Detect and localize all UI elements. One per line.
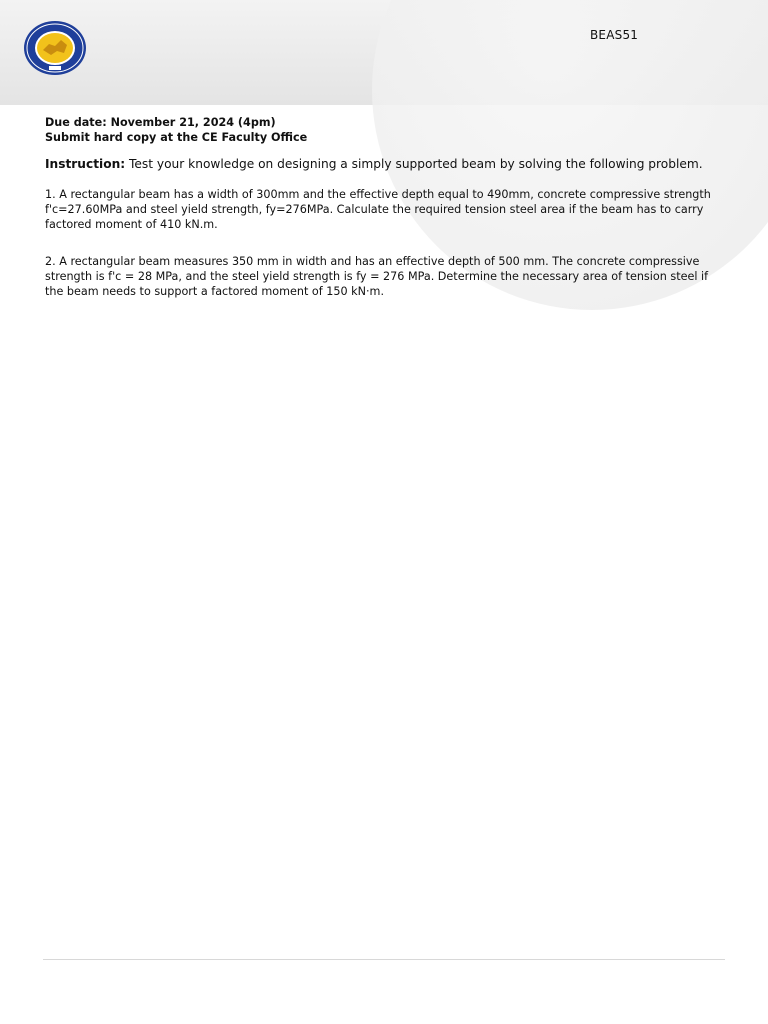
problem-1: 1. A rectangular beam has a width of 300mm and the effective depth equal to 490mm, concrete compressive strength f'c=27.60MPa and steel yield strength, fy=276MPa. Calculate the required tension steel area if the beam has to carry factored moment of 410 kN.m. [45, 188, 711, 231]
instruction-label: Instruction: [45, 157, 126, 171]
university-seal-logo [23, 20, 87, 76]
submission-note: Submit hard copy at the CE Faculty Office [45, 131, 308, 144]
due-date: Due date: November 21, 2024 (4pm) [45, 116, 276, 129]
instruction-text: Test your knowledge on designing a simply supported beam by solving the following problem. [125, 157, 703, 171]
instruction-paragraph [45, 157, 723, 171]
footer-divider [43, 959, 725, 960]
problem-2: 2. A rectangular beam measures 350 mm in width and has an effective depth of 500 mm. The concrete compressive strength is f'c = 28 MPa, and the steel yield strength is fy = 276 MPa. Determine the necessary area of tension steel if the beam needs to support a factored moment of 150 kN·m. [45, 255, 709, 298]
document-body [45, 115, 723, 299]
course-code: BEAS51 [590, 28, 639, 42]
